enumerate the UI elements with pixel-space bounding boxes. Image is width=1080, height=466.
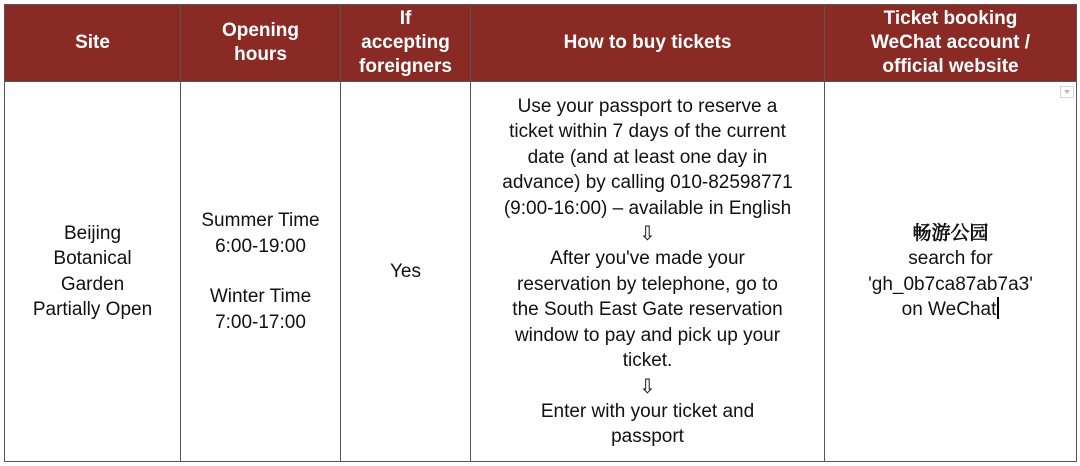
buy-step1-line: Use your passport to reserve a [517, 95, 778, 117]
chevron-down-icon[interactable] [1060, 86, 1074, 98]
header-booking-line: Ticket booking [883, 8, 1018, 29]
header-site [5, 5, 181, 82]
site-cell [5, 82, 181, 462]
site-line: Partially Open [32, 299, 153, 320]
buy-step1-line: date (and at least one day in [527, 146, 768, 168]
header-site-line: Site [75, 32, 110, 53]
buy-step2-line: the South East Gate reservation [512, 299, 783, 320]
buy-step3-line: passport [611, 426, 684, 447]
buy-step2-line: reservation by telephone, go to [517, 273, 778, 295]
header-row [5, 5, 1077, 82]
buy-step2-line: ticket. [622, 350, 673, 371]
arrow-down-icon: ⇩ [639, 221, 656, 245]
header-foreigners-line: If [399, 8, 412, 29]
booking-line: search for [908, 248, 993, 269]
buy-step1-line: ticket within 7 days of the current [509, 121, 786, 142]
site-line: Botanical [53, 248, 132, 269]
hours-spacer [187, 259, 334, 284]
header-opening-hours [181, 5, 341, 82]
header-how-to-buy [471, 5, 825, 82]
buy-step3-line: Enter with your ticket and [540, 400, 755, 422]
summer-time-hours: 6:00-19:00 [215, 235, 306, 257]
foreigners-value: Yes [390, 260, 421, 282]
booking-line-text: on WeChat [901, 299, 997, 320]
table-row [5, 82, 1077, 462]
wechat-account-name: 畅游公园 [912, 221, 989, 244]
winter-time-hours: 7:00-17:00 [215, 311, 306, 333]
header-booking-line: official website [882, 56, 1019, 77]
opening-hours-cell [181, 82, 341, 462]
foreigners-cell [341, 82, 471, 462]
header-foreigners-line: foreigners [359, 56, 452, 77]
header-foreigners-line: accepting [361, 32, 450, 53]
header-booking-line: WeChat account / [870, 32, 1031, 53]
buy-step1-line: advance) by calling 010-82598771 [502, 172, 793, 193]
buy-step2-line: After you've made your [550, 248, 745, 269]
arrow-down-icon: ⇩ [639, 373, 656, 398]
site-line: Garden [60, 273, 125, 295]
buy-step1-line: (9:00-16:00) – available in English [503, 197, 792, 219]
ticket-info-table [4, 4, 1077, 462]
header-ticket-booking [825, 5, 1077, 82]
how-to-buy-cell [471, 82, 825, 462]
text-cursor [997, 297, 999, 319]
header-hours-line: hours [234, 44, 287, 65]
wechat-id: 'gh_0b7ca87ab7a3' [868, 273, 1033, 295]
winter-time-label: Winter Time [209, 286, 312, 307]
booking-cell[interactable] [825, 82, 1077, 462]
summer-time-label: Summer Time [201, 210, 320, 231]
site-line: Beijing [63, 222, 122, 244]
header-hours-line: Opening [221, 20, 300, 41]
booking-line-last [831, 297, 1070, 323]
ticket-info-table-wrapper [4, 4, 1076, 462]
buy-step2-line: window to pay and pick up your [514, 324, 781, 346]
header-buy-line: How to buy tickets [563, 32, 732, 53]
header-accepting-foreigners [341, 5, 471, 82]
